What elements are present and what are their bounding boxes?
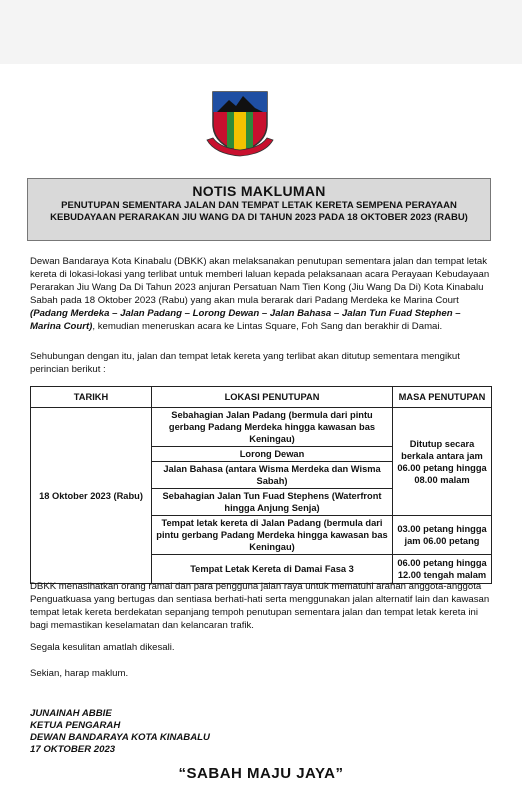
paragraph-advice: DBKK menasihatkan orang ramai dan para pengguna jalan raya untuk mematuhi arahan anggota-anggota Penguatkuasa yang bertugas dan sentiasa berhati-hati serta menggunakan jalan alternatif lain dan kawasan tempat letak kereta berdekatan sepanjang tempoh penutupan sementara jalan dan tempat letak kereta ini bagi memastikan keselamatan dan kelancaran trafik. (30, 581, 490, 631)
closure-table (30, 386, 492, 584)
time-cell: 03.00 petang hingga jam 06.00 petang (393, 516, 492, 555)
col-header-time: MASA PENUTUPAN (393, 387, 492, 408)
signatory-position: KETUA PENGARAH (30, 720, 121, 731)
location-cell: Lorong Dewan (152, 447, 393, 462)
motto: “SABAH MAJU JAYA” (178, 765, 344, 782)
notice-title: NOTIS MAKLUMAN (192, 183, 326, 199)
dbkk-crest-logo (205, 82, 275, 157)
date-cell: 18 Oktober 2023 (Rabu) (31, 408, 152, 584)
col-header-date: TARIKH (31, 387, 152, 408)
signature-date: 17 OKTOBER 2023 (30, 744, 116, 755)
signature-block (30, 708, 210, 756)
location-cell: Sebahagian Jalan Tun Fuad Stephens (Waterfront hingga Anjung Senja) (152, 489, 393, 516)
time-cell: 06.00 petang hingga 12.00 tengah malam (393, 555, 492, 584)
intro-text-c: , kemudian meneruskan acara ke Lintas Square, Foh Sang dan berakhir di Damai. (92, 321, 443, 332)
route-text: (Padang Merdeka – Jalan Padang – Lorong Dewan – Jalan Bahasa – Jalan Tun Fuad Stephen – Marina Court) (30, 308, 461, 332)
location-cell: Tempat letak kereta di Jalan Padang (bermula dari pintu gerbang Padang Merdeka hingga kawasan bas Keningau) (152, 516, 393, 555)
time-cell: Ditutup secara berkala antara jam 06.00 petang hingga 08.00 malam (393, 408, 492, 516)
location-cell: Jalan Bahasa (antara Wisma Merdeka dan Wisma Sabah) (152, 462, 393, 489)
signatory-organisation: DEWAN BANDARAYA KOTA KINABALU (30, 732, 210, 743)
signatory-name: JUNAINAH ABBIE (30, 708, 112, 719)
location-cell: Tempat Letak Kereta di Damai Fasa 3 (152, 555, 393, 584)
paragraph-intro (30, 255, 492, 333)
intro-text-a: Dewan Bandaraya Kota Kinabalu (DBKK) akan melaksanakan penutupan sementara jalan dan tempat letak kereta di lokasi-lokasi yang terlibat untuk memberi laluan kepada pelaksanaan acara Perayaan Kebudayaan Perarakan Jiu Wang Da Di Tahun 2023 anjuran Persatuan Nam Tien Kong (Jiu Wang Da Di) Kota Kinabalu Sabah pada 18 Oktober 2023 (Rabu) yang akan mula berarak dari Padang Merdeka ke Marina Court (30, 256, 490, 306)
paragraph-details: Sehubungan dengan itu, jalan dan tempat letak kereta yang terlibat akan ditutup sementara mengikut perincian berikut : (30, 351, 460, 375)
location-cell: Sebahagian Jalan Padang (bermula dari pintu gerbang Padang Merdeka hingga kawasan bas Keningau) (152, 408, 393, 447)
notice-subtitle: PENUTUPAN SEMENTARA JALAN DAN TEMPAT LETAK KERETA SEMPENA PERAYAAN KEBUDAYAAN PERARAKAN JIU WANG DA DI TAHUN 2023 PADA 18 OKTOBER 2023 (RABU) (50, 200, 468, 223)
top-strip (0, 0, 522, 64)
col-header-location: LOKASI PENUTUPAN (152, 387, 393, 408)
paragraph-closing: Sekian, harap maklum. (30, 668, 129, 679)
table-header-row (31, 387, 492, 408)
table-row (31, 408, 492, 447)
paragraph-apology: Segala kesulitan amatlah dikesali. (30, 642, 175, 653)
notice-header (27, 178, 491, 241)
